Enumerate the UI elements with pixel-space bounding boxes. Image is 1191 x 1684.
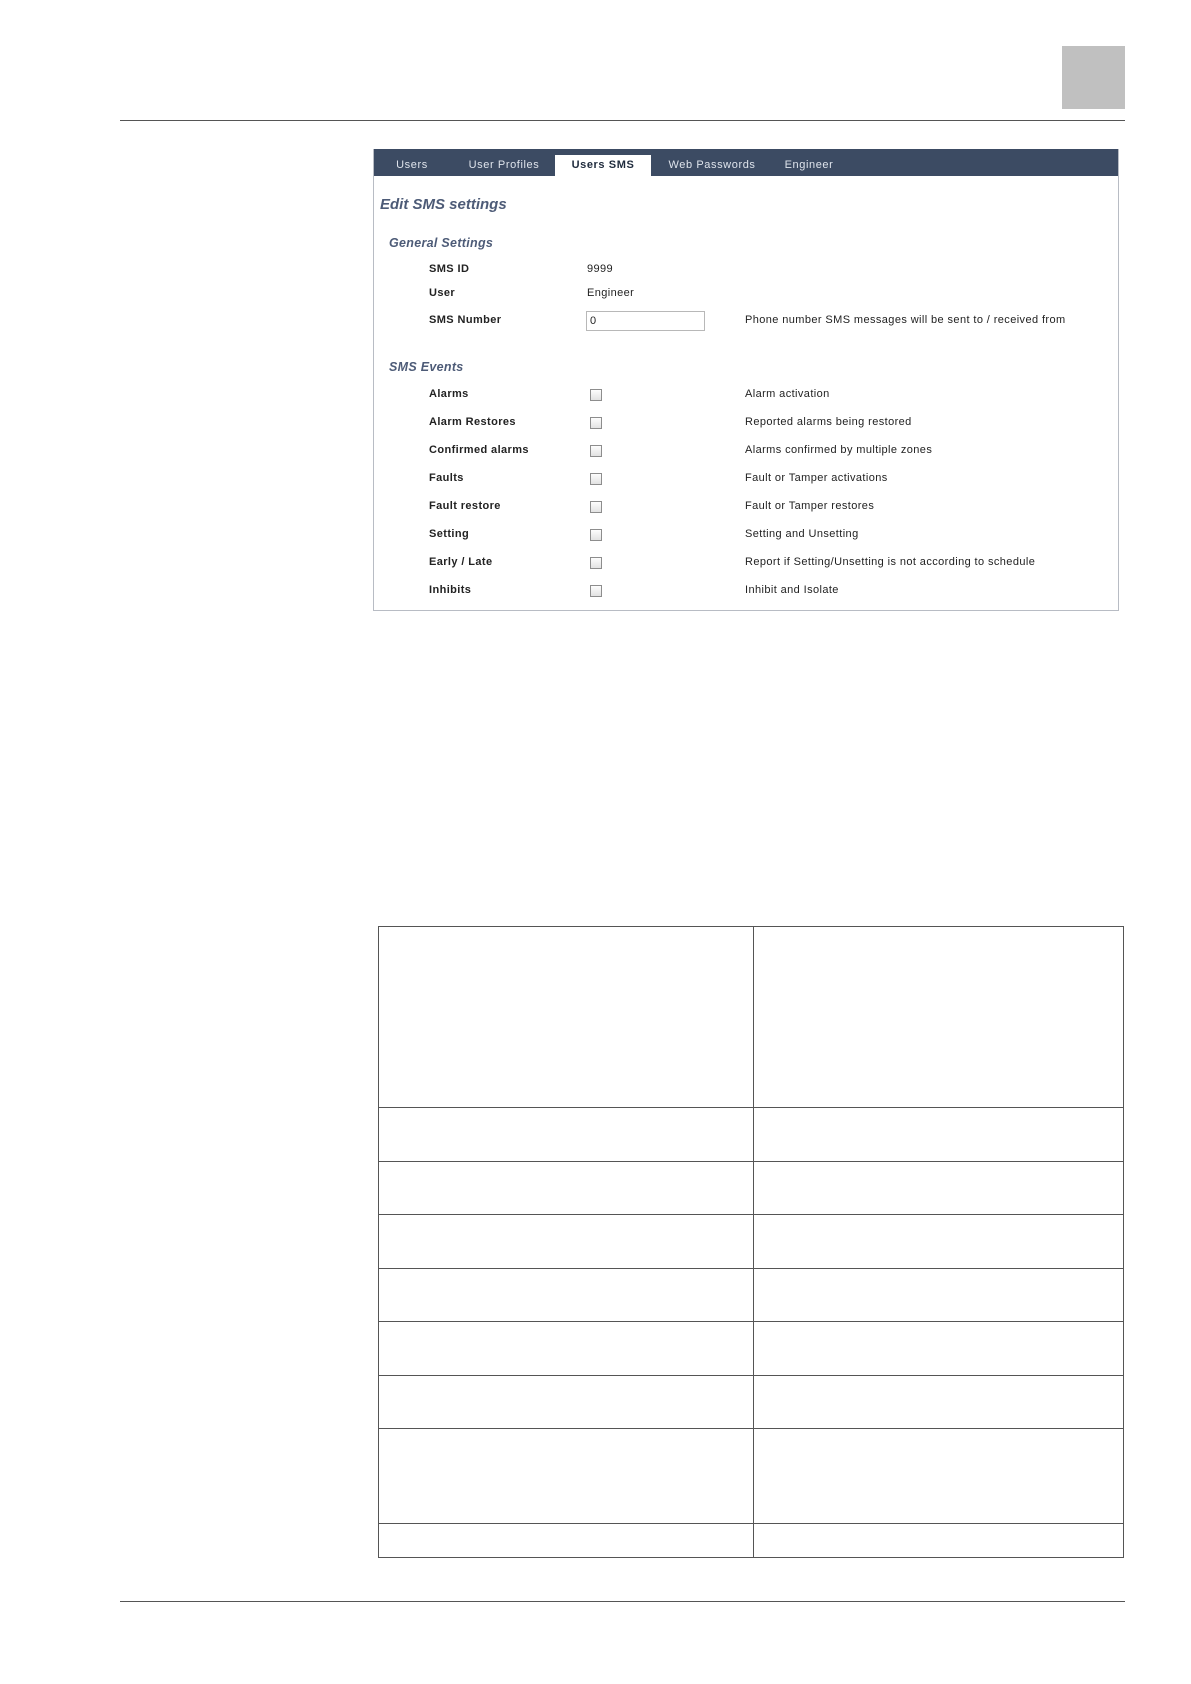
event-label: Fault restore <box>429 500 501 512</box>
sms-id-value: 9999 <box>587 263 614 275</box>
event-label: Alarm Restores <box>429 416 516 428</box>
table-row-divider <box>379 1428 1123 1429</box>
table-row-divider <box>379 1321 1123 1322</box>
early-late-checkbox[interactable] <box>590 557 602 569</box>
general-settings-heading: General Settings <box>389 236 494 250</box>
tab-engineer[interactable]: Engineer <box>784 159 834 171</box>
alarms-checkbox[interactable] <box>590 389 602 401</box>
event-description: Setting and Unsetting <box>745 528 859 540</box>
event-description: Fault or Tamper activations <box>745 472 888 484</box>
table-row-divider <box>379 1161 1123 1162</box>
sms-number-description: Phone number SMS messages will be sent to / received from <box>745 314 1066 326</box>
event-description: Fault or Tamper restores <box>745 500 875 512</box>
event-label: Early / Late <box>429 556 493 568</box>
sms-number-input[interactable] <box>586 311 705 331</box>
event-label: Setting <box>429 528 470 540</box>
confirmed-alarms-checkbox[interactable] <box>590 445 602 457</box>
user-label: User <box>429 287 456 299</box>
sms-events-heading: SMS Events <box>389 360 464 374</box>
event-description: Alarm activation <box>745 388 830 400</box>
alarm-restores-checkbox[interactable] <box>590 417 602 429</box>
table-row-divider <box>379 1107 1123 1108</box>
table-row-divider <box>379 1523 1123 1524</box>
event-label: Inhibits <box>429 584 472 596</box>
event-description: Inhibit and Isolate <box>745 584 839 596</box>
blank-table <box>378 926 1124 1558</box>
event-description: Report if Setting/Unsetting is not according to schedule <box>745 556 1036 568</box>
tab-web-passwords[interactable]: Web Passwords <box>668 159 756 171</box>
event-description: Reported alarms being restored <box>745 416 912 428</box>
inhibits-checkbox[interactable] <box>590 585 602 597</box>
sms-number-label: SMS Number <box>429 314 502 326</box>
tab-users-sms[interactable]: Users SMS <box>555 155 651 176</box>
footer-rule <box>120 1601 1125 1602</box>
tab-user-profiles[interactable]: User Profiles <box>468 159 540 171</box>
event-description: Alarms confirmed by multiple zones <box>745 444 933 456</box>
event-label: Confirmed alarms <box>429 444 529 456</box>
table-column-divider <box>753 927 754 1557</box>
header-rule <box>120 120 1125 121</box>
faults-checkbox[interactable] <box>590 473 602 485</box>
sms-id-label: SMS ID <box>429 263 470 275</box>
table-row-divider <box>379 1375 1123 1376</box>
user-value: Engineer <box>587 287 635 299</box>
event-label: Faults <box>429 472 464 484</box>
tab-users[interactable]: Users <box>396 159 428 171</box>
table-row-divider <box>379 1268 1123 1269</box>
tab-bar <box>374 149 1118 176</box>
setting-checkbox[interactable] <box>590 529 602 541</box>
table-row-divider <box>379 1214 1123 1215</box>
event-label: Alarms <box>429 388 469 400</box>
sms-settings-screenshot <box>373 149 1119 611</box>
fault-restore-checkbox[interactable] <box>590 501 602 513</box>
page-title: Edit SMS settings <box>380 196 507 213</box>
page-corner-tab <box>1062 46 1125 109</box>
